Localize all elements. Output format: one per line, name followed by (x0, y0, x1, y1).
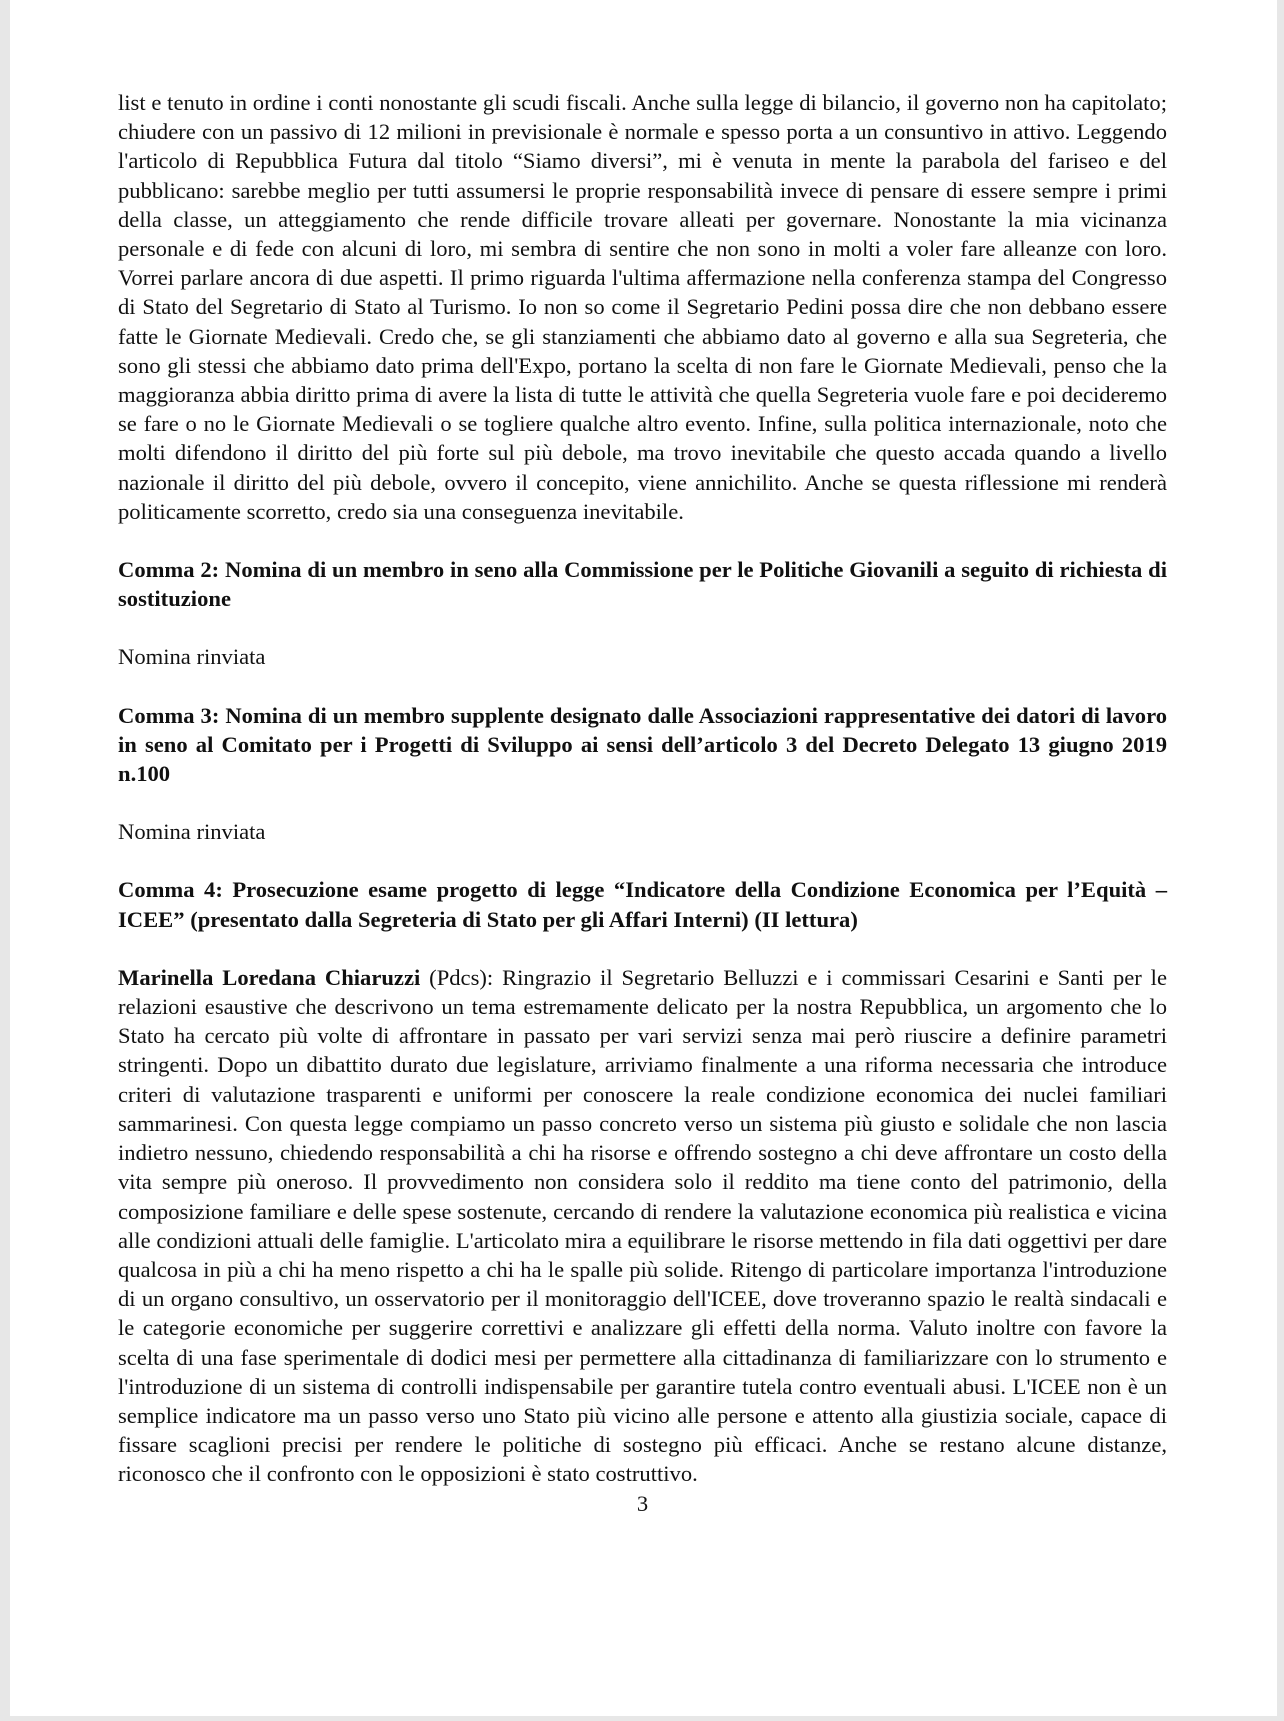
comma-3-status: Nomina rinviata (118, 819, 266, 845)
opening-paragraph: list e tenuto in ordine i conti nonostante gli scudi fiscali. Anche sulla legge di bilancio, il governo non ha capitolato; chiudere con un passivo di 12 milioni in previsionale è normale e spesso porta a un consuntivo in attivo. Leggendo l'articolo di Repubblica Futura dal titolo “Siamo diversi”, mi è venuta in mente la parabola del fariseo e del pubblicano: sarebbe meglio per tutti assumersi le proprie responsabilità invece di pensare di essere sempre i primi della classe, un atteggiamento che rende difficile trovare alleati per governare. Nonostante la mia vicinanza personale e di fede con alcuni di loro, mi sembra di sentire che non sono in molti a voler fare alleanze con loro. Vorrei parlare ancora di due aspetti. Il primo riguarda l'ultima affermazione nella conferenza stampa del Congresso di Stato del Segretario di Stato al Turismo. Io non so come il Segretario Pedini possa dire che non debbano essere fatte le Giornate Medievali. Credo che, se gli stanziamenti che abbiamo dato al governo e alla sua Segreteria, che sono gli stessi che abbiamo dato prima dell'Expo, portano la scelta di non fare le Giornate Medievali, penso che la maggioranza abbia diritto prima di avere la lista di tutte le attività che quella Segreteria vuole fare e poi decideremo se fare o no le Giornate Medievali o se togliere qualche altro evento. Infine, sulla politica internazionale, noto che molti difendono il diritto del più forte sul più debole, ma trovo inevitabile che questo accada quando a livello nazionale il diritto del più debole, ovvero il concepito, viene annichilito. Anche se questa riflessione mi renderà politicamente scorretto, credo sia una conseguenza inevitabile. (118, 90, 1167, 524)
comma-2-heading: Comma 2: Nomina di un membro in seno alla Commissione per le Politiche Giovanili a seguito di richiesta di sostituzione (118, 557, 1167, 612)
speech-paragraph (118, 963, 1167, 1489)
speaker-name: Marinella Loredana Chiaruzzi (118, 964, 421, 990)
comma-4-heading: Comma 4: Prosecuzione esame progetto di legge “Indicatore della Condizione Economica per l’Equità – ICEE” (presentato dalla Segreteria di Stato per gli Affari Interni) (II lettura) (118, 877, 1167, 932)
comma-2-status: Nomina rinviata (118, 644, 266, 670)
page-number: 3 (636, 1490, 649, 1516)
document-content (118, 88, 1167, 1518)
speech-text: (Pdcs): Ringrazio il Segretario Belluzzi e i commissari Cesarini e Santi per le relazioni esaustive che descrivono un tema estremamente delicato per la nostra Repubblica, un argomento che lo Stato ha cercato più volte di affrontare in passato per vari servizi senza mai però riuscire a definire parametri stringenti. Dopo un dibattito durato due legislature, arriviamo finalmente a una riforma necessaria che introduce criteri di valutazione trasparenti e uniformi per conoscere la reale condizione economica dei nuclei familiari sammarinesi. Con questa legge compiamo un passo concreto verso un sistema più giusto e solidale che non lascia indietro nessuno, chiedendo responsabilità a chi ha risorse e offrendo sostegno a chi deve affrontare un costo della vita sempre più oneroso. Il provvedimento non considera solo il reddito ma tiene conto del patrimonio, della composizione familiare e delle spese sostenute, cercando di rendere la valutazione economica più realistica e vicina alle condizioni attuali delle famiglie. L'articolato mira a equilibrare le risorse mettendo in fila dati oggettivi per dare qualcosa in più a chi ha meno rispetto a chi ha le spalle più solide. Ritengo di particolare importanza l'introduzione di un organo consultivo, un osservatorio per il monitoraggio dell'ICEE, dove troveranno spazio le realtà sindacali e le categorie economiche per suggerire correttivi e analizzare gli effetti della norma. Valuto inoltre con favore la scelta di una fase sperimentale di dodici mesi per permettere alla cittadinanza di familiarizzare con lo strumento e l'introduzione di un sistema di controlli indispensabile per garantire tutela contro eventuali abusi. L'ICEE non è un semplice indicatore ma un passo verso uno Stato più vicino alle persone e attento alla giustizia sociale, capace di fissare scaglioni precisi per rendere le politiche di sostegno più efficaci. Anche se restano alcune distanze, riconosco che il confronto con le opposizioni è stato costruttivo. (118, 964, 1167, 1487)
comma-3-heading: Comma 3: Nomina di un membro supplente designato dalle Associazioni rappresentative dei datori di lavoro in seno al Comitato per i Progetti di Sviluppo ai sensi dell’articolo 3 del Decreto Delegato 13 giugno 2019 n.100 (118, 702, 1167, 787)
document-page (10, 0, 1277, 1716)
